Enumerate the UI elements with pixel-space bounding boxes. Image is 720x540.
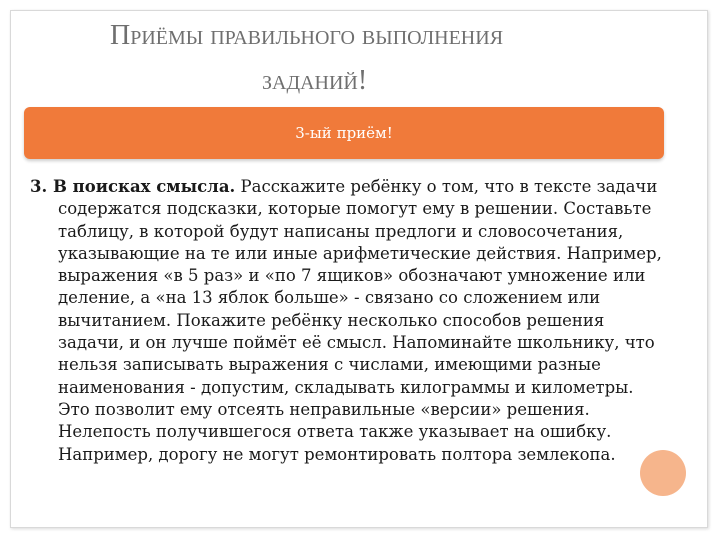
body-paragraph xyxy=(30,176,662,466)
title-line-2: заданий! xyxy=(262,64,368,96)
slide-title xyxy=(0,14,720,104)
body-text: Расскажите ребёнку о том, что в тексте задачи содержатся подсказки, которые помогут ему в решении. Составьте таблицу, в которой будут написаны предлоги и словосочетания, указывающие на те или иные арифметические действия. Например, выражения «в 5 раз» и «по 7 ящиков» обозначают умножение или деление, а «на 13 яблок больше» - связано со сложением или вычитанием. Покажите ребёнку несколько способов решения задачи, и он лучше поймёт её смысл. Напоминайте школьнику, что нельзя записывать выражения с числами, имеющими разные наименования - допустим, складывать килограммы и километры. Это позволит ему отсеять неправильные «версии» решения. Нелепость получившегося ответа также указывает на ошибку. Например, дорогу не могут ремонтировать полтора землекопа. xyxy=(58,177,662,464)
decorative-circle xyxy=(640,450,686,496)
title-line-1: Приёмы правильного выполнения xyxy=(110,20,504,51)
body-lead: 3. В поисках смысла. xyxy=(30,177,236,196)
section-banner xyxy=(24,107,664,159)
banner-label: 3-ый приём! xyxy=(295,124,393,142)
